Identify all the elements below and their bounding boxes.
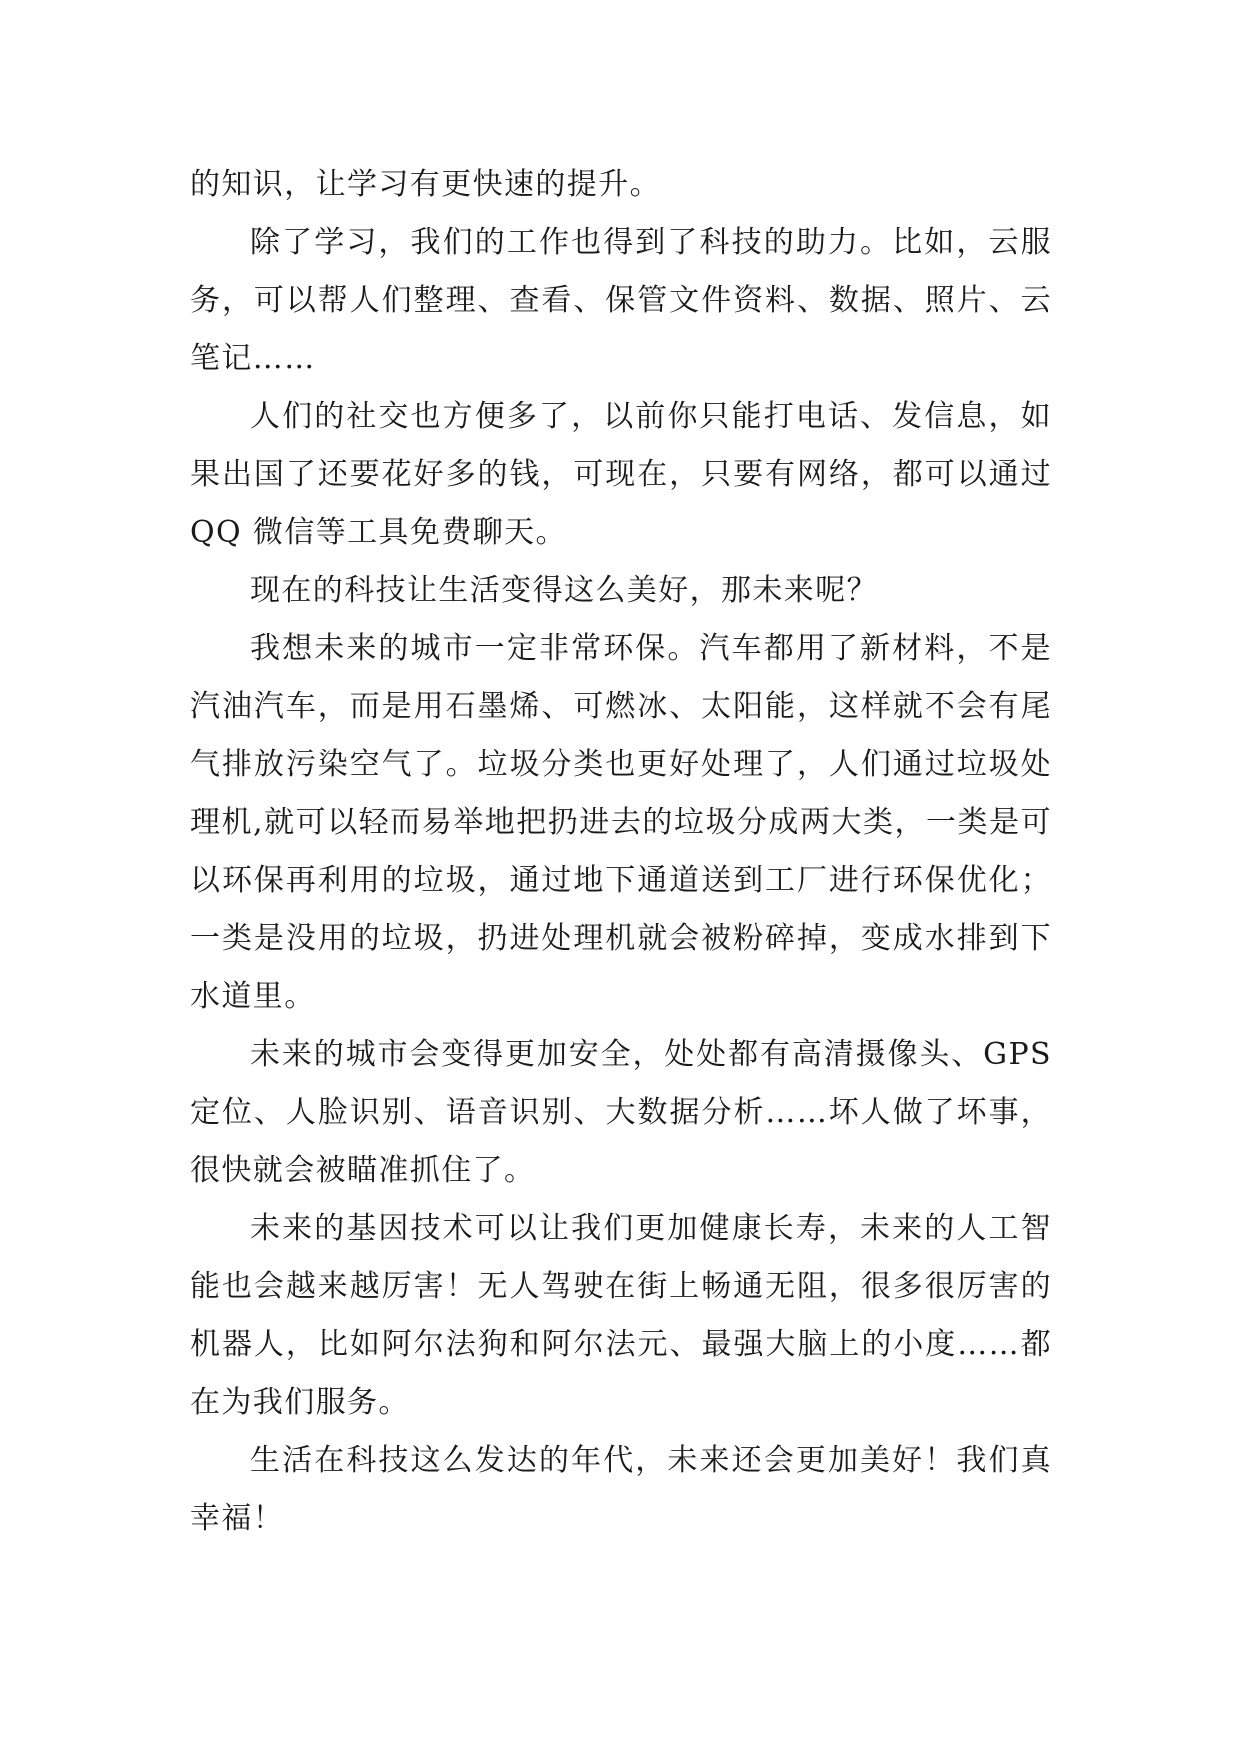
paragraph-conclusion: 生活在科技这么发达的年代，未来还会更加美好！我们真幸福！ [190, 1443, 1052, 1536]
paragraph-safe-city: 未来的城市会变得更加安全，处处都有高清摄像头、GPS定位、人脸识别、语音识别、大数据分析……坏人做了坏事，很快就会被瞄准抓住了。 [190, 1037, 1052, 1188]
paragraph-eco-city: 我想未来的城市一定非常环保。汽车都用了新材料，不是汽油汽车，而是用石墨烯、可燃冰、太阳能，这样就不会有尾气排放污染空气了。垃圾分类也更好处理了，人们通过垃圾处理机,就可以轻而易举地把扔进去的垃圾分成两大类，一类是可以环保再利用的垃圾，通过地下通道送到工厂进行环保优化；一类是没用的垃圾，扔进处理机就会被粉碎掉，变成水排到下水道里。 [190, 631, 1052, 1014]
paragraph-social-communication: 人们的社交也方便多了，以前你只能打电话、发信息，如果出国了还要花好多的钱，可现在，只要有网络，都可以通过 QQ 微信等工具免费聊天。 [190, 399, 1052, 550]
paragraph-future-question: 现在的科技让生活变得这么美好，那未来呢？ [250, 573, 878, 608]
paragraph-continuation: 的知识，让学习有更快速的提升。 [190, 167, 661, 202]
paragraph-work-cloud-services: 除了学习，我们的工作也得到了科技的助力。比如，云服务，可以帮人们整理、查看、保管文件资料、数据、照片、云笔记…… [190, 225, 1052, 376]
essay-body [190, 156, 1052, 1548]
paragraph-gene-ai: 未来的基因技术可以让我们更加健康长寿，未来的人工智能也会越来越厉害！无人驾驶在街上畅通无阻，很多很厉害的机器人，比如阿尔法狗和阿尔法元、最强大脑上的小度……都在为我们服务。 [190, 1211, 1052, 1420]
